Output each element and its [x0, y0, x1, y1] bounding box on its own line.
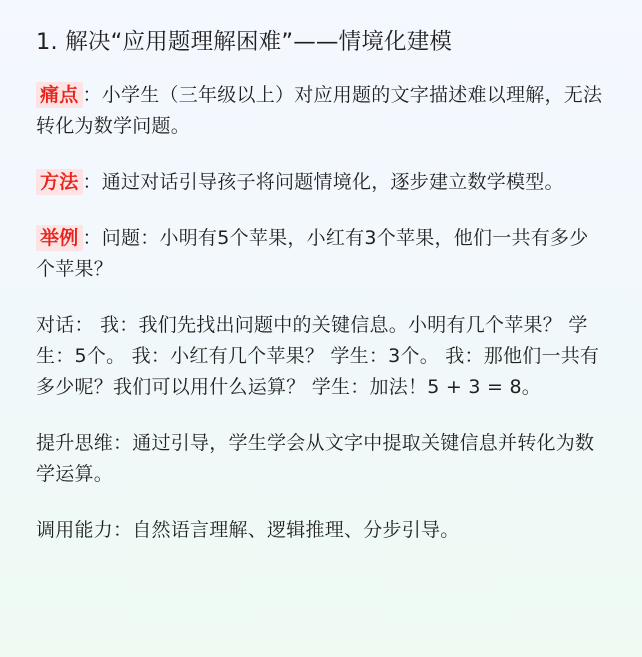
pain-point-text: 小学生（三年级以上）对应用题的文字描述难以理解，无法转化为数学问题。	[36, 84, 603, 137]
method-separator: ：	[82, 171, 102, 193]
method-tag: 方法	[36, 169, 83, 195]
section-title: 1. 解决“应用题理解困难”——情境化建模	[36, 29, 453, 55]
method-text: 通过对话引导孩子将问题情境化，逐步建立数学模型。	[101, 171, 564, 193]
example-paragraph	[36, 223, 606, 285]
dialogue-paragraph: 对话： 我：我们先找出问题中的关键信息。小明有几个苹果？ 学生：5个。 我：小红有几个苹果？ 学生：3个。 我：那他们一共有多少呢？我们可以用什么运算？ 学生：加法！5 + 3 = 8。	[36, 314, 600, 398]
example-tag: 举例	[36, 225, 83, 251]
pain-point-tag: 痛点	[36, 82, 83, 108]
pain-point-separator: ：	[82, 84, 102, 106]
ability-paragraph: 调用能力：自然语言理解、逻辑推理、分步引导。	[36, 519, 460, 541]
thinking-paragraph: 提升思维：通过引导，学生学会从文字中提取关键信息并转化为数学运算。	[36, 432, 595, 485]
pain-point-paragraph	[36, 80, 606, 142]
example-separator: ：	[82, 227, 102, 249]
example-text: 问题：小明有5个苹果，小红有3个苹果，他们一共有多少个苹果？	[36, 227, 589, 280]
method-paragraph	[36, 167, 606, 198]
